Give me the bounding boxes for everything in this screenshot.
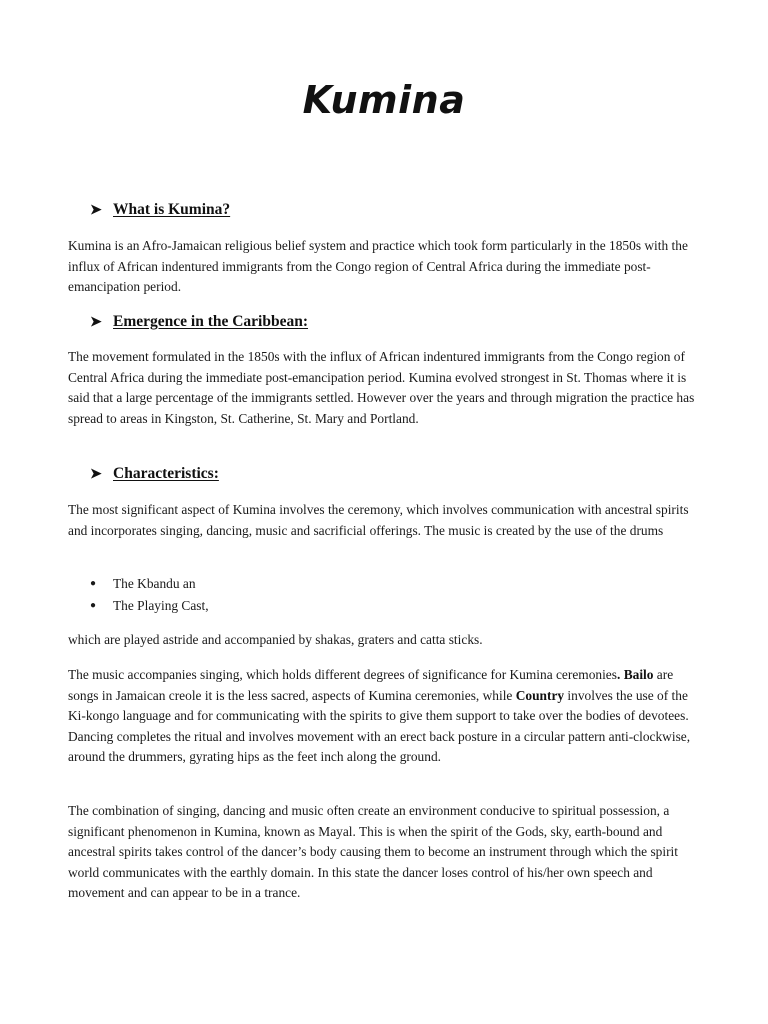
section-heading-text: What is Kumina? [113,201,231,218]
after-list-paragraph [68,630,704,651]
document-title: Kumina [302,78,466,122]
section-heading-text: Emergence in the Caribbean: [113,313,309,330]
paragraph-text: The movement formulated in the 1850s with the influx of African indentured immigrants from the Congo region of Central Africa during the immediate post-emancipation period. Kumina evolved strongest in St. Thomas where it is said that a large percentage of the immigrants settled. However over the years and through migration the practice has spread to areas in Kingston, St. Catherine, St. Mary and Portland. [68,349,695,426]
paragraph-text: which are played astride and accompanied by shakas, graters and catta sticks. [68,632,483,647]
paragraph-text: The most significant aspect of Kumina involves the ceremony, which involves communication with ancestral spirits and incorporates singing, dancing, music and sacrificial offerings. The music is created by the use of the drums [68,502,689,538]
arrowhead-bullet-icon: ➤ [90,466,102,482]
round-bullet-icon: ● [90,578,97,589]
list-item: ● The Playing Cast, [90,595,209,617]
paragraph-text: The combination of singing, dancing and music often create an environment conducive to spiritual possession, a significant phenomenon in Kumina, known as Mayal. This is when the spirit of the Gods, sky, earth-bound and ancestral spirits takes control of the dancer’s body causing them to become an instrument through which the spirit world communicates with the earthly domain. In this state the dancer loses control of his/her own speech and movement and can appear to be in a trance. [68,803,678,901]
section-paragraph [68,500,704,541]
section-heading-text: Characteristics: [113,465,219,482]
section-heading-emergence [90,313,308,331]
paragraph-text: Kumina is an Afro-Jamaican religious belief system and practice which took form particularly in the 1850s with the influx of African indentured immigrants from the Congo region of Central Africa during the immediate post-emancipation period. [68,238,688,295]
section-paragraph [68,347,704,429]
list-item: ● The Kbandu an [90,573,209,595]
possession-paragraph [68,801,704,904]
music-paragraph [68,665,704,768]
paragraph-text: The music accompanies singing, which holds different degrees of significance for Kumina ceremonies. Bailo are songs in Jamaican creole it is the less sacred, aspects of Kumina ceremonies, while Country involves the use of the Ki-kongo language and for communicating with the spirits to give them support to take over the bodies of devotees. Dancing completes the ritual and involves movement with an erect back posture in a circular pattern anti-clockwise, around the drummers, gyrating hips as the feet inch along the ground. [68,667,691,765]
arrowhead-bullet-icon: ➤ [90,202,102,218]
drum-list [90,573,209,617]
section-paragraph [68,236,704,298]
term-country: Country [515,687,565,703]
section-heading-what-is-kumina [90,201,230,219]
round-bullet-icon: ● [90,600,97,611]
arrowhead-bullet-icon: ➤ [90,314,102,330]
term-bailo: Bailo [623,667,654,682]
section-heading-characteristics [90,465,219,483]
